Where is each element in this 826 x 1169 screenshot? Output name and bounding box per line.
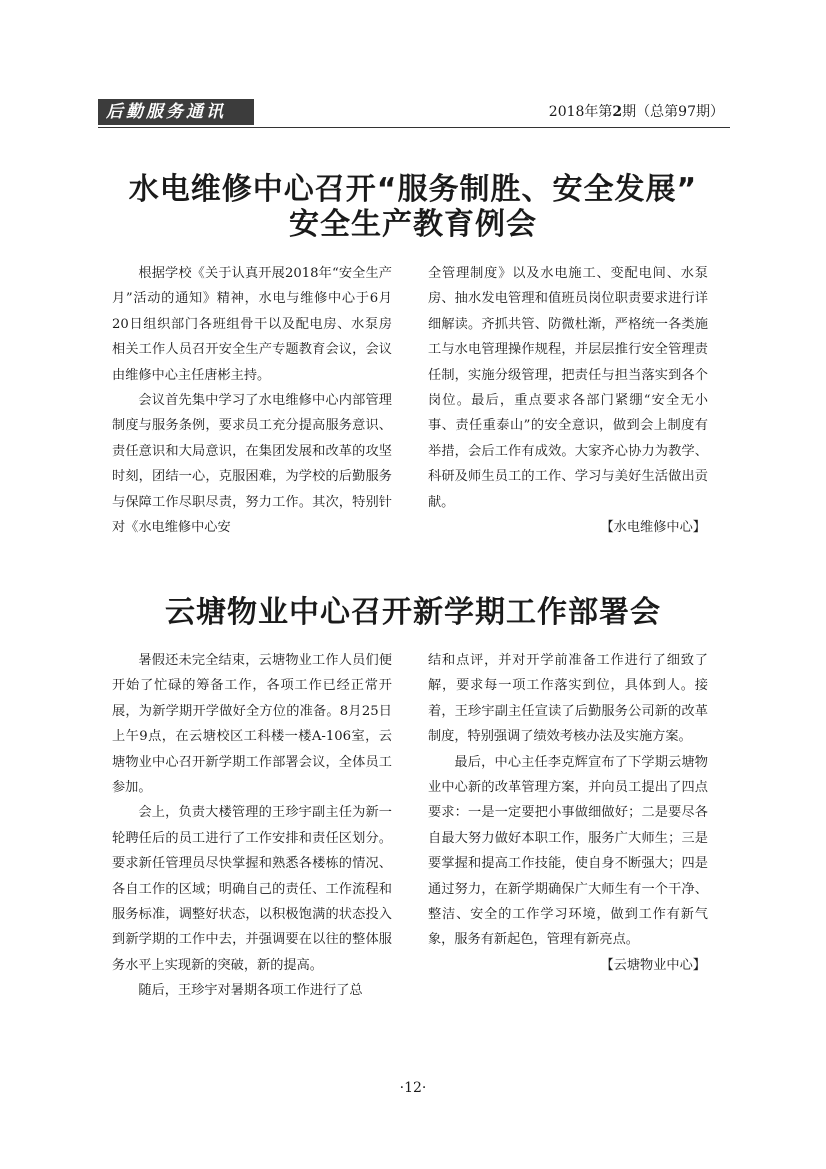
issue-prefix: 2018年第 [548, 104, 613, 120]
header-divider [98, 127, 730, 128]
article2-paragraph: 结和点评，并对开学前准备工作进行了细致了解，要求每一项工作落实到位，具体到人。接着，王珍宇副主任宣读了后勤服务公司新的改革制度，特别强调了绩效考核办法及实施方案。 [428, 653, 708, 745]
masthead-banner: 后勤服务通讯 [98, 99, 254, 125]
article2-source: 【云塘物业中心】 [600, 957, 706, 973]
article1-right-column [428, 261, 708, 540]
article2-paragraph: 暑假还未完全结束，云塘物业工作人员们便开始了忙碌的筹备工作，各项工作已经正常开展，为新学期开学做好全方位的准备。8月25日上午9点，在云塘校区工科楼一楼A-106室，云塘物业中心召开新学期工作部署会议，全体员工参加。 [112, 653, 392, 796]
article1-paragraph: 根据学校《关于认真开展2018年“安全生产月”活动的通知》精神，水电与维修中心于6月20日组织部门各班组骨干以及配电房、水泵房相关工作人员召开安全生产专题教育会议，会议由维修中心主任唐彬主持。 [112, 266, 392, 383]
issue-suffix: 期（总第97期） [622, 104, 724, 120]
issue-number: 2 [612, 104, 623, 120]
article2-paragraph: 会上，负责大楼管理的王珍宇副主任为新一轮聘任后的员工进行了工作安排和责任区划分。要求新任管理员尽快掌握和熟悉各楼栋的情况、各自工作的区域；明确自己的责任、工作流程和服务标准，调整好状态，以积极饱满的状态投入到新学期的工作中去，并强调要在以往的整体服务水平上实现新的突破，新的提高。 [112, 805, 392, 973]
article2-paragraph: 随后，王珍宇对暑期各项工作进行了总 [138, 983, 363, 999]
article2-title: 云塘物业中心召开新学期工作部署会 [165, 595, 661, 630]
page-header [98, 96, 730, 128]
article1-paragraph: 会议首先集中学习了水电维修中心内部管理制度与服务条例，要求员工充分提高服务意识、责任意识和大局意识，在集团发展和改革的攻坚时刻，团结一心，克服困难，为学校的后勤服务与保障工作尽职尽责，努力工作。其次，特别针对《水电维修中心安 [112, 393, 392, 536]
issue-info [549, 102, 724, 122]
article1-title-line2: 安全生产教育例会 [289, 207, 537, 242]
article1-left-column [112, 261, 392, 540]
article2-left-column [112, 648, 392, 1004]
article2-paragraph: 最后，中心主任李克辉宣布了下学期云塘物业中心新的改革管理方案，并向员工提出了四点要求：一是一定要把小事做细做好；二是要尽各自最大努力做好本职工作，服务广大师生；三是要掌握和提高工作技能，使自身不断强大；四是通过努力，在新学期确保广大师生有一个干净、整洁、安全的工作学习环境，做到工作有新气象，服务有新起色，管理有新亮点。 [428, 754, 708, 948]
page-number: ·12· [399, 1080, 427, 1096]
article1-title-line1: 水电维修中心召开“服务制胜、安全发展” [128, 172, 698, 207]
article1-source: 【水电维修中心】 [600, 520, 706, 536]
article1-paragraph: 全管理制度》以及水电施工、变配电间、水泵房、抽水发电管理和值班员岗位职责要求进行详细解读。齐抓共管、防微杜渐，严格统一各类施工与水电管理操作规程，并层层推行安全管理责任制，实施分级管理，把责任与担当落实到各个岗位。最后，重点要求各部门紧绷“安全无小事、责任重泰山”的安全意识，做到会上制度有举措，会后工作有成效。大家齐心协力为教学、科研及师生员工的工作、学习与美好生活做出贡献。 [428, 266, 708, 510]
article2-right-column [428, 648, 708, 978]
